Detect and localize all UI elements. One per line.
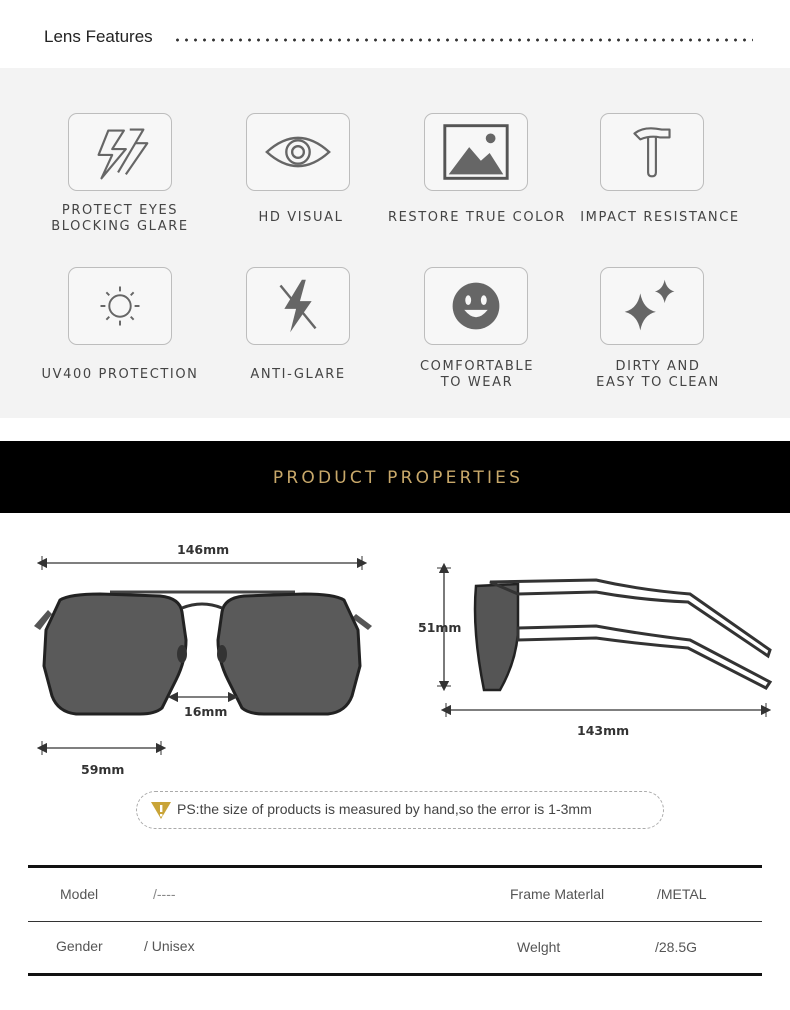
banner-title: PRODUCT PROPERTIES xyxy=(272,468,524,488)
temple-length-label: 143mm xyxy=(577,723,630,738)
front-view-diagram xyxy=(0,530,395,780)
table-top-rule xyxy=(28,865,762,868)
warning-icon xyxy=(150,800,172,820)
frame-height-label: 51mm xyxy=(418,620,462,635)
lightning-eye-icon xyxy=(68,113,172,191)
smiley-face-icon xyxy=(424,267,528,345)
spec-value-weight: /28.5G xyxy=(655,939,698,955)
spec-label-gender: Gender xyxy=(56,938,103,954)
feature-label: UV400 PROTECTION xyxy=(41,367,199,382)
landscape-picture-icon xyxy=(424,113,528,191)
hammer-icon xyxy=(600,113,704,191)
feature-label: RESTORE TRUE COLOR xyxy=(387,210,567,225)
feature-label: DIRTY AND EASY TO CLEAN xyxy=(596,359,720,390)
spec-value-gender: / Unisex xyxy=(144,938,195,954)
feature-label: ANTI-GLARE xyxy=(250,367,346,382)
feature-label: PROTECT EYES BLOCKING GLARE xyxy=(51,203,189,234)
lens-width-label: 59mm xyxy=(81,762,125,777)
table-bottom-rule xyxy=(28,973,762,976)
spec-value-model: /---- xyxy=(153,886,176,902)
feature-label: IMPACT RESISTANCE xyxy=(580,210,740,225)
bridge-width-label: 16mm xyxy=(184,704,228,719)
eye-icon xyxy=(246,113,350,191)
spec-value-material: /METAL xyxy=(657,886,707,902)
spec-label-weight: Welght xyxy=(517,939,561,955)
anti-glare-bolt-icon xyxy=(246,267,350,345)
measurement-note: PS:the size of products is measured by hand,so the error is 1-3mm xyxy=(177,801,592,817)
spec-label-material: Frame Materlal xyxy=(510,886,605,902)
sun-icon xyxy=(68,267,172,345)
dotted-divider xyxy=(173,38,753,42)
sparkle-icon xyxy=(600,267,704,345)
section-title: Lens Features xyxy=(44,27,153,46)
table-divider xyxy=(28,921,762,922)
features-panel xyxy=(0,68,790,418)
spec-label-model: Model xyxy=(60,886,99,902)
side-view-diagram xyxy=(400,550,790,730)
total-width-label: 146mm xyxy=(177,542,230,557)
feature-label: COMFORTABLE TO WEAR xyxy=(419,359,535,390)
feature-label: HD VISUAL xyxy=(258,210,344,225)
